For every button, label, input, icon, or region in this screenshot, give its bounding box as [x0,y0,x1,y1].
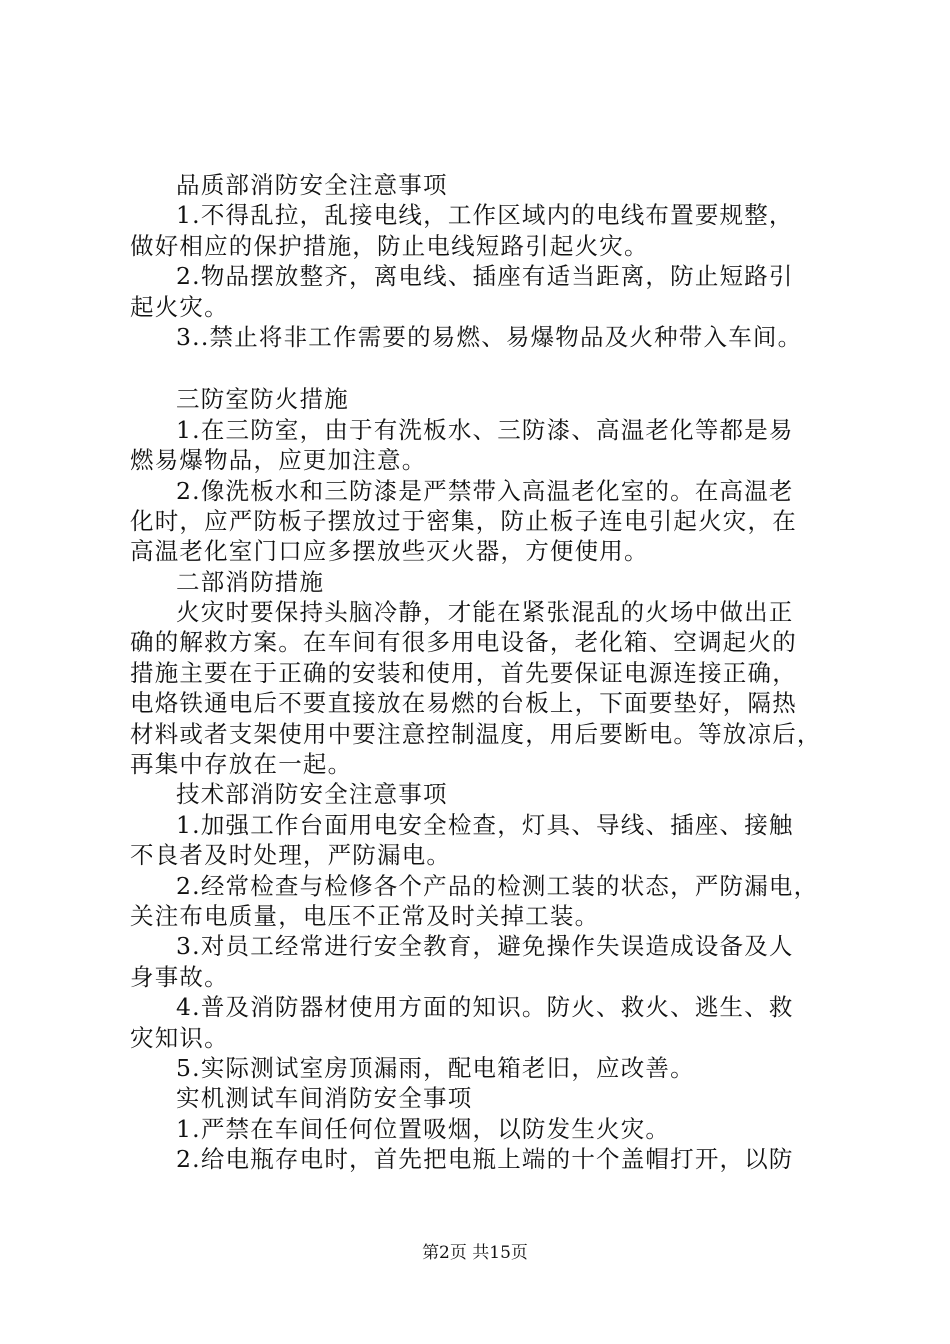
paragraph-line: 1.加强工作台面用电安全检查，灯具、导线、插座、接触 [176,810,794,839]
blank-line [130,352,830,384]
paragraph-line: 高温老化室门口应多摆放些灭火器，方便使用。 [130,537,649,566]
paragraph-line: 再集中存放在一起。 [130,750,353,779]
paragraph-line: 2.物品摆放整齐，离电线、插座有适当距离，防止短路引 [176,262,794,291]
paragraph-line: 2.给电瓶存电时，首先把电瓶上端的十个盖帽打开，以防 [176,1145,794,1174]
paragraph-line: 起火灾。 [130,292,229,321]
paragraph-line: 5.实际测试室房顶漏雨，配电箱老旧，应改善。 [176,1053,695,1082]
paragraph-line: 确的解救方案。在车间有很多用电设备，老化箱、空调起火的 [130,628,797,657]
paragraph-line: 2.经常检查与检修各个产品的检测工装的状态，严防漏电， [176,871,819,900]
paragraph-line: 做好相应的保护措施，防止电线短路引起火灾。 [130,231,649,260]
paragraph-line: 电烙铁通电后不要直接放在易燃的台板上，下面要垫好，隔热 [130,689,797,718]
document-body [130,170,830,1175]
paragraph-line: 4.普及消防器材使用方面的知识。防火、救火、逃生、救 [176,993,794,1022]
paragraph-line: 1.不得乱拉，乱接电线，工作区域内的电线布置要规整， [176,201,794,230]
paragraph-line: 材料或者支架使用中要注意控制温度，用后要断电。等放凉后， [130,719,822,748]
paragraph-line: 身事故。 [130,962,229,991]
paragraph-line: 燃易爆物品，应更加注意。 [130,446,427,475]
page-number-footer: 第2页 共15页 [422,1243,528,1263]
paragraph-line: 不良者及时处理，严防漏电。 [130,841,452,870]
paragraph-line: 灾知识。 [130,1023,229,1052]
paragraph-line: 2.像洗板水和三防漆是严禁带入高温老化室的。在高温老 [176,476,794,505]
paragraph-line: 化时，应严防板子摆放过于密集，防止板子连电引起火灾，在 [130,506,797,535]
section-heading: 二部消防措施 [176,567,325,596]
paragraph-line: 1.严禁在车间任何位置吸烟，以防发生火灾。 [176,1114,671,1143]
paragraph-line: 3..禁止将非工作需要的易燃、易爆物品及火种带入车间。 [176,322,803,351]
paragraph-line: 关注布电质量，电压不正常及时关掉工装。 [130,901,600,930]
paragraph-line: 3.对员工经常进行安全教育，避免操作失误造成设备及人 [176,932,794,961]
paragraph-line: 1.在三防室，由于有洗板水、三防漆、高温老化等都是易 [176,415,794,444]
section-heading: 品质部消防安全注意事项 [176,171,448,199]
section-heading: 实机测试车间消防安全事项 [176,1084,473,1113]
section-heading: 技术部消防安全注意事项 [176,780,448,809]
paragraph-line: 措施主要在于正确的安装和使用，首先要保证电源连接正确， [130,658,797,687]
paragraph-line: 火灾时要保持头脑冷静，才能在紧张混乱的火场中做出正 [176,598,794,627]
section-heading: 三防室防火措施 [176,385,349,414]
